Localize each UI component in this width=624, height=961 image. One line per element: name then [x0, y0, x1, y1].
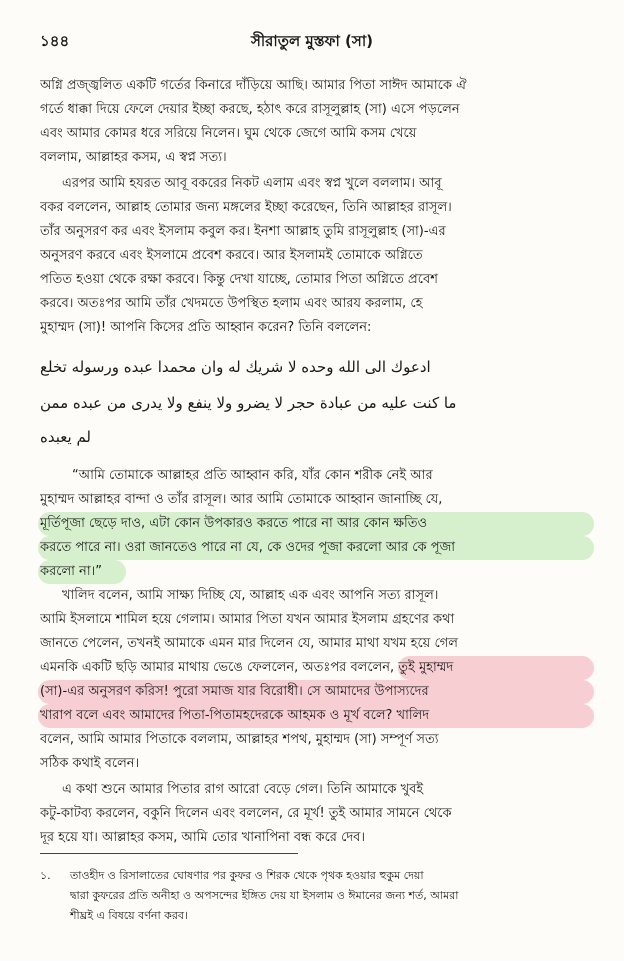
text-line: খারাপ বলে এবং আমাদের পিতা-পিতামহদেরকে আহমক ও মূর্খ বলে? খালিদ [40, 708, 430, 723]
footnote-line: তাওহীদ ও রিসালাতের ঘোষণার পর কুফর ও শিরক থেকে পৃথক হওয়ার হুকুম দেয়া [70, 869, 424, 882]
arabic-line: ادعوك الى الله وحده لا شريك له وان محمدا عبده ورسوله تخلع [40, 358, 431, 376]
text-line: বললাম, আল্লাহর কসম, এ স্বপ্ন সত্য। [40, 150, 227, 165]
text-line: মূর্তিপূজা ছেড়ে দাও, এটা কোন উপকারও করতে পারে না আর কোন ক্ষতিও [40, 516, 428, 531]
arabic-line: ما كنت عليه من عبادة حجر لا يضرو ولا ينفع ولا يدرى من عبده ممن [40, 394, 457, 412]
text-line: “আমি তোমাকে আল্লাহর প্রতি আহ্বান করি, যাঁর কোন শরীক নেই আর [72, 468, 433, 483]
text-line: বলেন, আমি আমার পিতাকে বললাম, আল্লাহর শপথ, মুহাম্মদ (সা) সম্পূর্ণ সত্য [40, 732, 439, 747]
running-title: সীরাতুল মুস্তফা (সা) [250, 32, 374, 50]
text-line: পতিত হওয়া থেকে রক্ষা করবে। কিন্তু দেখা যাচ্ছে, তোমার পিতা অগ্নিতে প্রবেশ [40, 272, 438, 287]
text-line: এবং আমার কোমর ধরে সরিয়ে নিলেন। ঘুম থেকে জেগে আমি কসম খেয়ে [40, 126, 417, 141]
footnote-line: শীঘ্রই এ বিষয়ে বর্ণনা করব। [70, 909, 188, 922]
footnote-marker: ১. [40, 869, 51, 882]
text-line: এরপর আমি হযরত আবূ বকরের নিকট এলাম এবং স্বপ্ন খুলে বললাম। আবূ [62, 176, 442, 191]
text-line: আমি ইসলামে শামিল হয়ে গেলাম। আমার পিতা যখন আমার ইসলাম গ্রহণের কথা [40, 612, 455, 627]
footnote [40, 866, 590, 930]
text-line: অগ্নি প্রজ্জ্বলিত একটি গর্তের কিনারে দাঁড়িয়ে আছি। আমার পিতা সাঈদ আমাকে ঐ [40, 78, 467, 93]
text-line: (সা)-এর অনুসরণ করিস! পুরো সমাজ যার বিরোধী। সে আমাদের উপাস্যদের [40, 684, 429, 699]
text-line: এ কথা শুনে আমার পিতার রাগ আরো বেড়ে গেল। তিনি আমাকে খুবই [62, 782, 424, 797]
text-line: এমনকি একটি ছড়ি আমার মাথায় ভেঙে ফেললেন, অতঃপর বললেন, তুই মুহাম্মদ [40, 660, 454, 675]
text-line: গর্তে ধাক্কা দিয়ে ফেলে দেয়ার ইচ্ছা করছে, হঠাৎ করে রাসূলুল্লাহ (সা) এসে পড়লেন [40, 102, 460, 117]
text-line: সঠিক কথাই বলেন। [40, 756, 140, 771]
text-line: মুহাম্মদ আল্লাহর বান্দা ও তাঁর রাসূল। আর আমি তোমাকে আহ্বান জানাচ্ছি যে, [40, 492, 443, 507]
text-line: করতে পারে না। ওরা জানতেও পারে না যে, কে ওদের পূজা করলো আর কে পূজা [40, 540, 456, 555]
text-line: মুহাম্মদ (সা)! আপনি কিসের প্রতি আহ্বান করেন? তিনি বললেন: [40, 320, 372, 335]
footnote-line: দ্বারা কুফরের প্রতি অনীহা ও অপসন্দের ইঙ্গিত দেয় যা ইসলাম ও ঈমানের জন্য শর্ত, আমরা [70, 889, 459, 902]
text-line: দূর হয়ে যা। আল্লাহর কসম, আমি তোর খানাপিনা বন্ধ করে দেব। [40, 830, 366, 845]
footnote-divider [40, 853, 298, 854]
page-header [40, 30, 584, 56]
arabic-line: لم يعبده [40, 428, 91, 446]
text-line: জানতে পেলেন, তখনই আমাকে এমন মার দিলেন যে, আমার মাথা যখম হয়ে গেল [40, 636, 458, 651]
text-line: তাঁর অনুসরণ কর এবং ইসলাম কবুল কর। ইনশা আল্লাহ তুমি রাসূলুল্লাহ (সা)-এর [40, 224, 446, 239]
text-line: কটু-কাটব্য করলেন, বকুনি দিলেন এবং বললেন, রে মূর্খ! তুই আমার সামনে থেকে [40, 806, 452, 821]
page-number: ১৪৪ [40, 32, 70, 50]
text-line: করলো না।” [40, 564, 102, 579]
text-line: খালিদ বলেন, আমি সাক্ষ্য দিচ্ছি যে, আল্লাহ এক এবং আপনি সত্য রাসূল। [62, 588, 439, 603]
text-line: অনুসরণ করবে এবং ইসলামে প্রবেশ করবে। আর ইসলামই তোমাকে অগ্নিতে [40, 248, 423, 263]
text-line: করবে। অতঃপর আমি তাঁর খেদমতে উপস্থিত হলাম এবং আরয করলাম, হে [40, 296, 423, 311]
text-line: বকর বললেন, আল্লাহ তোমার জন্য মঙ্গলের ইচ্ছা করেছেন, তিনি আল্লাহর রাসূল। [40, 200, 452, 215]
